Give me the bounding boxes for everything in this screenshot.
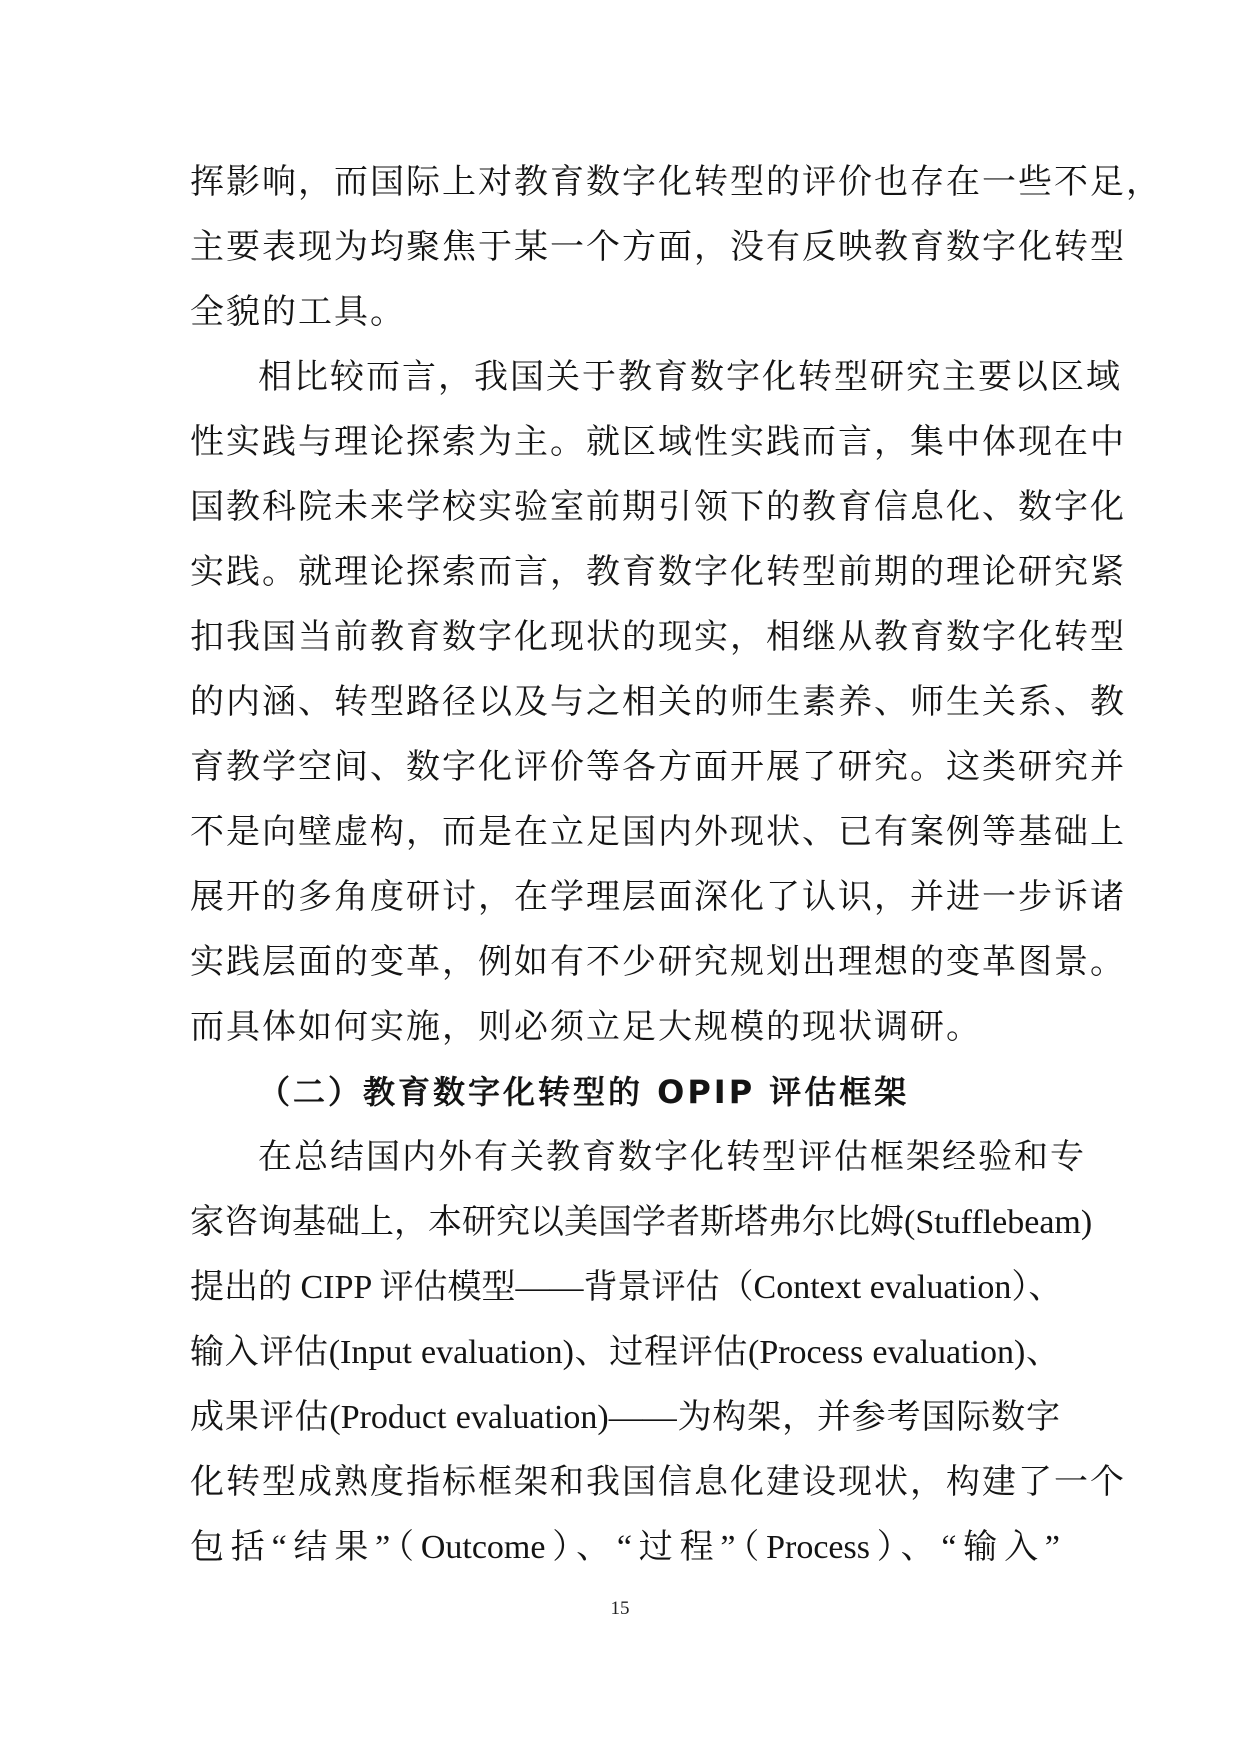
text-line: 输入评估(Input evaluation)、过程评估(Process evaluation)、 xyxy=(190,1334,1060,1371)
text-line: 主要表现为均聚焦于某一个方面，没有反映教育数字化转型 xyxy=(190,227,1126,267)
text-line: 性实践与理论探索为主。就区域性实践而言，集中体现在中 xyxy=(190,422,1126,462)
text-line: 提出的 CIPP 评估模型——背景评估（Context evaluation）、 xyxy=(190,1269,1063,1306)
text-line: 全貌的工具。 xyxy=(190,292,406,332)
body-text xyxy=(190,150,1162,1580)
paragraph-start-line: 在总结国内外有关教育数字化转型评估框架经验和专 xyxy=(258,1137,1086,1177)
text-line: 包括“结果”（Outcome）、“过程”（Process）、“输入” xyxy=(190,1529,1060,1566)
paragraph-start-line: 相比较而言，我国关于教育数字化转型研究主要以区域 xyxy=(258,357,1122,397)
text-line: 不是向壁虚构，而是在立足国内外现状、已有案例等基础上 xyxy=(190,812,1126,852)
text-line: 挥影响，而国际上对教育数字化转型的评价也存在一些不足， xyxy=(190,162,1162,202)
page-number: 15 xyxy=(610,1598,630,1619)
section-heading: （二）教育数字化转型的 OPIP 评估框架 xyxy=(258,1073,910,1111)
text-line: 成果评估(Product evaluation)——为构架，并参考国际数字 xyxy=(190,1399,1060,1436)
text-line: 展开的多角度研讨，在学理层面深化了认识，并进一步诉诸 xyxy=(190,877,1126,917)
text-line: 实践层面的变革，例如有不少研究规划出理想的变革图景。 xyxy=(190,942,1126,982)
text-line: 国教科院未来学校实验室前期引领下的教育信息化、数字化 xyxy=(190,487,1126,527)
text-line: 的内涵、转型路径以及与之相关的师生素养、师生关系、教 xyxy=(190,682,1126,722)
text-line: 实践。就理论探索而言，教育数字化转型前期的理论研究紧 xyxy=(190,552,1126,592)
text-line: 而具体如何实施，则必须立足大规模的现状调研。 xyxy=(190,1007,982,1047)
text-line: 扣我国当前教育数字化现状的现实，相继从教育数字化转型 xyxy=(190,617,1126,657)
text-line: 化转型成熟度指标框架和我国信息化建设现状，构建了一个 xyxy=(190,1462,1126,1502)
text-line: 育教学空间、数字化评价等各方面开展了研究。这类研究并 xyxy=(190,747,1126,787)
text-line: 家咨询基础上，本研究以美国学者斯塔弗尔比姆(Stufflebeam) xyxy=(190,1204,1093,1241)
